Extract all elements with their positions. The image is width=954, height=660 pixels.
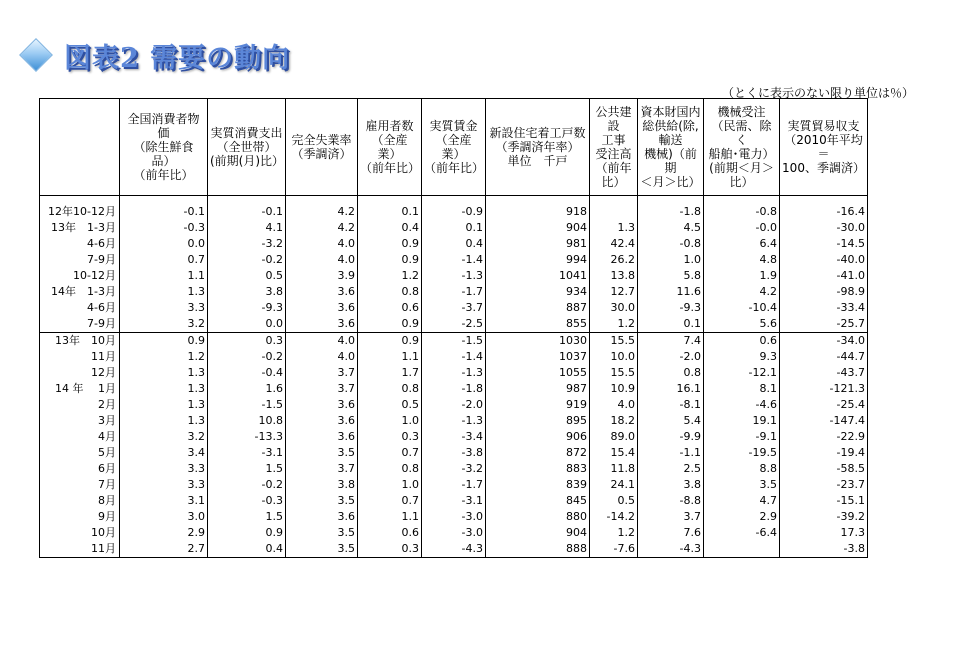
data-cell: 0.9 (358, 316, 422, 333)
data-cell: 4.2 (286, 220, 358, 236)
data-cell: 839 (486, 477, 590, 493)
data-cell: 0.8 (358, 284, 422, 300)
data-cell: 5.8 (638, 268, 704, 284)
data-cell: -39.2 (780, 509, 868, 525)
data-cell: 0.6 (358, 525, 422, 541)
data-cell: 2.9 (704, 509, 780, 525)
data-cell: 4.2 (286, 204, 358, 220)
table-row (40, 429, 868, 445)
column-header-4: 雇用者数 （全産業） （前年比） (358, 99, 422, 196)
table-row (40, 413, 868, 429)
spacer-cell (780, 196, 868, 205)
data-cell: 4.7 (704, 493, 780, 509)
data-cell: 2.5 (638, 461, 704, 477)
data-cell: 1.2 (358, 268, 422, 284)
data-cell: -14.5 (780, 236, 868, 252)
data-cell: 3.7 (286, 381, 358, 397)
data-cell (704, 541, 780, 558)
data-cell: -3.4 (422, 429, 486, 445)
data-cell: 934 (486, 284, 590, 300)
row-label: 7月 (40, 477, 120, 493)
data-cell: 1.3 (120, 381, 208, 397)
data-cell: 0.3 (358, 541, 422, 558)
data-cell: 1.3 (120, 365, 208, 381)
data-cell: 0.6 (358, 300, 422, 316)
diamond-bullet-icon (19, 38, 53, 72)
data-cell: 3.4 (120, 445, 208, 461)
data-cell: 1.2 (120, 349, 208, 365)
data-cell: 0.1 (422, 220, 486, 236)
row-label: 4-6月 (40, 236, 120, 252)
spacer-cell (486, 196, 590, 205)
data-cell: 7.4 (638, 333, 704, 350)
data-cell: 1.1 (358, 509, 422, 525)
data-cell: 16.1 (638, 381, 704, 397)
data-cell: 30.0 (590, 300, 638, 316)
row-label: 2月 (40, 397, 120, 413)
table-row (40, 204, 868, 220)
data-cell: 880 (486, 509, 590, 525)
data-cell: 4.5 (638, 220, 704, 236)
data-cell: -9.9 (638, 429, 704, 445)
table-row (40, 220, 868, 236)
column-header-1: 全国消費者物価 （除生鮮食品） （前年比） (120, 99, 208, 196)
data-cell: 11.8 (590, 461, 638, 477)
column-header-2: 実質消費支出 （全世帯） (前期(月)比） (208, 99, 286, 196)
row-label: 9月 (40, 509, 120, 525)
data-cell: 918 (486, 204, 590, 220)
row-label: 14 年 1月 (40, 381, 120, 397)
row-label: 14年 1-3月 (40, 284, 120, 300)
row-label: 11月 (40, 349, 120, 365)
data-cell: -3.7 (422, 300, 486, 316)
row-label: 3月 (40, 413, 120, 429)
data-cell: -2.0 (638, 349, 704, 365)
data-cell: 8.8 (704, 461, 780, 477)
data-cell: 0.1 (358, 204, 422, 220)
data-cell: 3.6 (286, 316, 358, 333)
data-cell: 24.1 (590, 477, 638, 493)
data-cell: 19.1 (704, 413, 780, 429)
data-cell: -98.9 (780, 284, 868, 300)
data-cell: 0.3 (208, 333, 286, 350)
table-row (40, 493, 868, 509)
data-cell: 855 (486, 316, 590, 333)
data-cell: -0.3 (120, 220, 208, 236)
row-label: 6月 (40, 461, 120, 477)
data-cell: 0.9 (120, 333, 208, 350)
data-cell: 1055 (486, 365, 590, 381)
data-cell: 0.4 (422, 236, 486, 252)
page-header (20, 38, 290, 72)
data-cell: -34.0 (780, 333, 868, 350)
spacer-cell (704, 196, 780, 205)
data-cell: -14.2 (590, 509, 638, 525)
spacer-cell (286, 196, 358, 205)
data-cell: 0.0 (208, 316, 286, 333)
data-cell: 3.2 (120, 316, 208, 333)
data-cell: -1.4 (422, 349, 486, 365)
data-cell: -3.8 (780, 541, 868, 558)
data-cell: 4.0 (286, 349, 358, 365)
data-cell: -3.8 (422, 445, 486, 461)
data-cell: 1.1 (358, 349, 422, 365)
data-cell: -3.1 (208, 445, 286, 461)
data-cell: 42.4 (590, 236, 638, 252)
data-cell: -16.4 (780, 204, 868, 220)
data-cell: 1041 (486, 268, 590, 284)
data-cell: 3.6 (286, 429, 358, 445)
data-cell (590, 204, 638, 220)
data-cell: 0.4 (358, 220, 422, 236)
column-header-8: 資本財国内 総供給(除, 輸送 機械)（前期 ＜月＞比） (638, 99, 704, 196)
table-row (40, 525, 868, 541)
row-label: 13年 10月 (40, 333, 120, 350)
data-cell: -0.1 (120, 204, 208, 220)
data-cell: 872 (486, 445, 590, 461)
column-header-9: 機械受注 （民需、除く 船舶･電力） (前期＜月＞ 比） (704, 99, 780, 196)
data-cell: 9.3 (704, 349, 780, 365)
table-row (40, 236, 868, 252)
data-cell: -0.2 (208, 252, 286, 268)
data-cell: 3.3 (120, 300, 208, 316)
data-cell: 4.0 (286, 252, 358, 268)
data-cell: 1.0 (358, 413, 422, 429)
data-cell: 3.8 (208, 284, 286, 300)
demand-trends-table (39, 98, 868, 558)
data-cell: 3.6 (286, 509, 358, 525)
data-cell: 3.2 (120, 429, 208, 445)
data-cell: 3.5 (704, 477, 780, 493)
data-cell: -0.3 (208, 493, 286, 509)
data-cell: 0.9 (358, 252, 422, 268)
data-cell: 904 (486, 525, 590, 541)
data-cell: 0.5 (208, 268, 286, 284)
data-cell: 4.0 (590, 397, 638, 413)
data-cell: -0.4 (208, 365, 286, 381)
data-cell: 1.1 (120, 268, 208, 284)
spacer-cell (590, 196, 638, 205)
data-cell: -4.3 (638, 541, 704, 558)
table-row (40, 252, 868, 268)
data-cell: -23.7 (780, 477, 868, 493)
spacer-cell (638, 196, 704, 205)
data-cell: 10.0 (590, 349, 638, 365)
data-cell: -15.1 (780, 493, 868, 509)
data-cell: -3.0 (422, 509, 486, 525)
spacer-cell (208, 196, 286, 205)
data-cell: -1.4 (422, 252, 486, 268)
data-cell: 3.5 (286, 445, 358, 461)
spacer-row (40, 196, 868, 205)
data-cell: 1.6 (208, 381, 286, 397)
spacer-cell (120, 196, 208, 205)
data-cell: 1.0 (638, 252, 704, 268)
row-label: 4月 (40, 429, 120, 445)
data-cell: 883 (486, 461, 590, 477)
data-cell: -3.1 (422, 493, 486, 509)
data-cell: -9.3 (208, 300, 286, 316)
data-cell: 3.8 (286, 477, 358, 493)
data-cell: -13.3 (208, 429, 286, 445)
data-cell: 1.2 (590, 316, 638, 333)
data-cell: 3.9 (286, 268, 358, 284)
data-cell: 0.3 (358, 429, 422, 445)
data-cell: -121.3 (780, 381, 868, 397)
data-cell: 17.3 (780, 525, 868, 541)
table-row (40, 365, 868, 381)
data-cell: 1.3 (120, 284, 208, 300)
data-cell: 845 (486, 493, 590, 509)
data-cell: 7.6 (638, 525, 704, 541)
data-cell: -0.8 (638, 236, 704, 252)
data-cell: -6.4 (704, 525, 780, 541)
data-cell: -1.7 (422, 477, 486, 493)
row-label: 12年10-12月 (40, 204, 120, 220)
data-cell: 0.0 (120, 236, 208, 252)
data-cell: 4.0 (286, 236, 358, 252)
unit-note: （とくに表示のない限り単位は％） (721, 86, 914, 100)
data-cell: 1.2 (590, 525, 638, 541)
data-cell: 0.1 (638, 316, 704, 333)
data-cell: 0.6 (704, 333, 780, 350)
data-cell: -9.1 (704, 429, 780, 445)
data-cell: 987 (486, 381, 590, 397)
data-cell: 0.8 (358, 461, 422, 477)
table-row (40, 349, 868, 365)
table-row (40, 284, 868, 300)
row-label: 4-6月 (40, 300, 120, 316)
data-cell: -1.5 (422, 333, 486, 350)
data-cell: 0.9 (208, 525, 286, 541)
data-cell: 0.7 (358, 493, 422, 509)
data-cell: -19.4 (780, 445, 868, 461)
data-cell: 5.4 (638, 413, 704, 429)
table-row (40, 445, 868, 461)
table-row (40, 333, 868, 350)
spacer-cell (422, 196, 486, 205)
data-cell: 3.1 (120, 493, 208, 509)
table-header-row (40, 99, 868, 196)
column-header-3: 完全失業率 （季調済） (286, 99, 358, 196)
data-cell: -58.5 (780, 461, 868, 477)
row-label: 11月 (40, 541, 120, 558)
column-header-5: 実質賃金 （全産業） （前年比） (422, 99, 486, 196)
row-label: 10-12月 (40, 268, 120, 284)
data-cell: 1.0 (358, 477, 422, 493)
data-cell: -2.5 (422, 316, 486, 333)
data-cell: 906 (486, 429, 590, 445)
data-cell: 13.8 (590, 268, 638, 284)
data-cell: 4.0 (286, 333, 358, 350)
row-label: 7-9月 (40, 316, 120, 333)
data-cell: 3.0 (120, 509, 208, 525)
data-cell: 1037 (486, 349, 590, 365)
data-cell: 10.9 (590, 381, 638, 397)
data-cell: -25.4 (780, 397, 868, 413)
data-cell: 1.5 (208, 509, 286, 525)
data-cell: -1.8 (422, 381, 486, 397)
data-cell: -1.3 (422, 268, 486, 284)
data-cell: 1.3 (590, 220, 638, 236)
page-title: 図表2 需要の動向 (64, 42, 291, 74)
data-cell: -1.5 (208, 397, 286, 413)
data-cell: -8.8 (638, 493, 704, 509)
spacer-cell (358, 196, 422, 205)
data-cell: 3.8 (638, 477, 704, 493)
data-cell: 10.8 (208, 413, 286, 429)
data-cell: 0.9 (358, 333, 422, 350)
data-cell: 0.5 (590, 493, 638, 509)
data-cell: 1.9 (704, 268, 780, 284)
data-cell: 0.7 (358, 445, 422, 461)
data-cell: 895 (486, 413, 590, 429)
data-cell: -3.0 (422, 525, 486, 541)
data-cell: -9.3 (638, 300, 704, 316)
column-header-7: 公共建設 工事 受注高 （前年比） (590, 99, 638, 196)
data-cell: -0.2 (208, 477, 286, 493)
data-cell: -147.4 (780, 413, 868, 429)
table-row (40, 509, 868, 525)
data-cell: 18.2 (590, 413, 638, 429)
data-cell: -1.1 (638, 445, 704, 461)
data-cell: -12.1 (704, 365, 780, 381)
table-row (40, 477, 868, 493)
data-cell: 3.6 (286, 300, 358, 316)
data-cell: 3.7 (286, 365, 358, 381)
table-row (40, 300, 868, 316)
data-cell: -0.0 (704, 220, 780, 236)
data-cell: 887 (486, 300, 590, 316)
data-cell: 0.8 (358, 381, 422, 397)
data-cell: -25.7 (780, 316, 868, 333)
data-cell: -30.0 (780, 220, 868, 236)
data-cell: -0.8 (704, 204, 780, 220)
data-cell: -19.5 (704, 445, 780, 461)
data-cell: 0.9 (358, 236, 422, 252)
data-cell: -22.9 (780, 429, 868, 445)
data-cell: -8.1 (638, 397, 704, 413)
data-cell: -33.4 (780, 300, 868, 316)
data-cell: -1.8 (638, 204, 704, 220)
data-cell: 2.7 (120, 541, 208, 558)
data-cell: -1.3 (422, 413, 486, 429)
row-label: 12月 (40, 365, 120, 381)
data-cell: 3.6 (286, 413, 358, 429)
data-cell: 3.6 (286, 397, 358, 413)
data-cell: -4.3 (422, 541, 486, 558)
data-cell: 994 (486, 252, 590, 268)
data-cell: 26.2 (590, 252, 638, 268)
data-cell: 6.4 (704, 236, 780, 252)
data-cell: 1.3 (120, 397, 208, 413)
data-cell: 0.8 (638, 365, 704, 381)
table-row (40, 461, 868, 477)
data-cell: -1.7 (422, 284, 486, 300)
data-cell: 1.5 (208, 461, 286, 477)
data-cell: 15.5 (590, 333, 638, 350)
table-row (40, 268, 868, 284)
column-header-10: 実質貿易収支 （2010年平均＝ 100、季調済） (780, 99, 868, 196)
data-cell: 981 (486, 236, 590, 252)
data-cell: -0.2 (208, 349, 286, 365)
table-row (40, 316, 868, 333)
table-row (40, 381, 868, 397)
data-cell: -10.4 (704, 300, 780, 316)
data-cell: 4.8 (704, 252, 780, 268)
row-label: 7-9月 (40, 252, 120, 268)
data-cell: 1030 (486, 333, 590, 350)
data-cell: -0.9 (422, 204, 486, 220)
data-cell: 15.4 (590, 445, 638, 461)
data-cell: 3.5 (286, 493, 358, 509)
data-cell: 904 (486, 220, 590, 236)
data-cell: 3.3 (120, 477, 208, 493)
data-cell: 919 (486, 397, 590, 413)
data-cell: 0.5 (358, 397, 422, 413)
data-cell: 0.4 (208, 541, 286, 558)
table-row (40, 397, 868, 413)
data-cell: -0.1 (208, 204, 286, 220)
column-header-0 (40, 99, 120, 196)
data-cell: 4.2 (704, 284, 780, 300)
data-cell: 3.5 (286, 525, 358, 541)
data-cell: 3.3 (120, 461, 208, 477)
data-cell: 3.5 (286, 541, 358, 558)
data-cell: 0.7 (120, 252, 208, 268)
row-label: 13年 1-3月 (40, 220, 120, 236)
row-label: 5月 (40, 445, 120, 461)
data-cell: 3.7 (286, 461, 358, 477)
data-cell: 89.0 (590, 429, 638, 445)
row-label: 8月 (40, 493, 120, 509)
row-label: 10月 (40, 525, 120, 541)
data-cell: 3.6 (286, 284, 358, 300)
data-cell: 3.7 (638, 509, 704, 525)
data-cell: -41.0 (780, 268, 868, 284)
data-cell: -44.7 (780, 349, 868, 365)
data-cell: 4.1 (208, 220, 286, 236)
data-cell: 2.9 (120, 525, 208, 541)
table-body (40, 196, 868, 558)
data-cell: 888 (486, 541, 590, 558)
data-cell: 15.5 (590, 365, 638, 381)
data-cell: 12.7 (590, 284, 638, 300)
data-cell: -3.2 (208, 236, 286, 252)
data-cell: -7.6 (590, 541, 638, 558)
spacer-cell (40, 196, 120, 205)
data-cell: -43.7 (780, 365, 868, 381)
table-row (40, 541, 868, 558)
data-cell: 1.7 (358, 365, 422, 381)
data-cell: 5.6 (704, 316, 780, 333)
data-cell: 11.6 (638, 284, 704, 300)
data-cell: 1.3 (120, 413, 208, 429)
data-cell: -4.6 (704, 397, 780, 413)
data-cell: -3.2 (422, 461, 486, 477)
data-cell: -40.0 (780, 252, 868, 268)
column-header-6: 新設住宅着工戸数 （季調済年率） 単位 千戸 (486, 99, 590, 196)
data-cell: -1.3 (422, 365, 486, 381)
data-cell: 8.1 (704, 381, 780, 397)
data-cell: -2.0 (422, 397, 486, 413)
